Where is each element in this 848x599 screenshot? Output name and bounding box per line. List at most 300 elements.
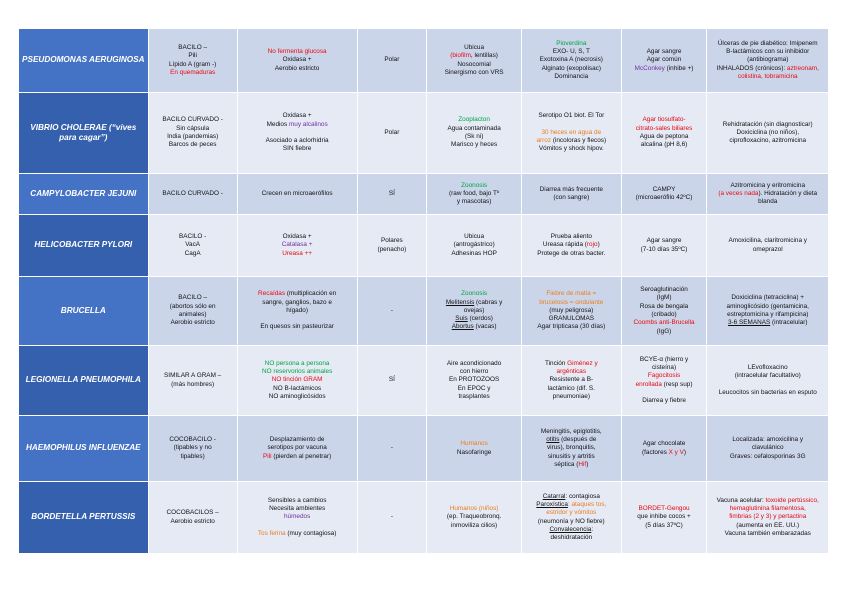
- characteristics-cell: [237, 416, 357, 482]
- cell-line: [525, 129, 618, 137]
- text-segment: Aerobio estricto: [274, 64, 320, 72]
- cell-line: [152, 116, 234, 124]
- cell-line: [710, 40, 825, 48]
- text-segment: aminoglicósido (gentamicina,: [726, 302, 809, 310]
- text-segment: ). Hidratación y dieta: [758, 189, 818, 197]
- text-segment: En PROTOZOOS: [448, 376, 500, 384]
- text-segment: sangre, ganglios, bazo e: [262, 298, 332, 306]
- text-segment: Agar sangre: [646, 48, 682, 55]
- text-segment: Crecen en microaerófilos: [261, 189, 333, 197]
- text-segment: (ep. Traqueobronq.: [446, 513, 502, 521]
- text-segment: India (pandemias): [167, 133, 219, 140]
- cell-line: [361, 56, 424, 64]
- cell-line: [361, 129, 424, 137]
- clinical-cell: [521, 215, 621, 277]
- text-segment: arroz: [536, 137, 552, 145]
- text-segment: Meningitis, epiglotitis,: [540, 427, 602, 435]
- text-segment: Aerobio estricto: [170, 319, 215, 327]
- cell-line: [361, 513, 424, 521]
- text-segment: (Sk ni): [464, 133, 484, 140]
- cell-line: [625, 56, 704, 64]
- text-segment: Polar: [384, 56, 400, 64]
- cell-line: [152, 444, 234, 452]
- cell-line: [525, 56, 618, 64]
- cell-line: [625, 48, 704, 56]
- text-segment: trasplantes: [458, 392, 490, 400]
- text-segment: Humanos: [460, 440, 488, 448]
- text-segment: BACILO –: [178, 294, 208, 302]
- text-segment: Agar tiosulfato-: [642, 116, 686, 124]
- cell-line: [625, 449, 704, 457]
- diagnosis-cell: [621, 93, 707, 174]
- cell-line: [625, 286, 704, 294]
- cell-line: [525, 40, 618, 48]
- cell-line: [710, 513, 825, 521]
- text-segment: Rosa de bengala: [639, 302, 689, 310]
- bacteria-row: [19, 416, 829, 482]
- cell-line: [152, 133, 234, 141]
- cell-line: [430, 125, 518, 133]
- cell-line: [525, 137, 618, 145]
- cell-line: [241, 513, 354, 521]
- text-segment: animales): [178, 311, 207, 318]
- text-segment: Vacuna también embarazadas: [724, 529, 811, 537]
- cell-line: [625, 389, 704, 397]
- treatment-cell: [707, 174, 829, 215]
- characteristics-cell: [237, 482, 357, 554]
- flagella-cell: [357, 277, 427, 346]
- cell-line: [430, 513, 518, 521]
- bacteria-row: [19, 93, 829, 174]
- cell-line: [430, 376, 518, 384]
- text-segment: Doxiciclina (tetraciclina) +: [731, 294, 805, 302]
- cell-line: [525, 145, 618, 153]
- cell-line: [430, 44, 518, 52]
- text-segment: Pili: [263, 452, 272, 460]
- text-segment: Resistente a B-: [549, 376, 594, 384]
- text-segment: argénticas: [556, 368, 587, 375]
- cell-line: [152, 190, 234, 198]
- cell-line: [430, 116, 518, 124]
- cell-line: [710, 294, 825, 302]
- habitat-cell: [427, 215, 522, 277]
- text-segment: (a veces nada: [718, 189, 759, 197]
- cell-line: [525, 323, 618, 331]
- cell-line: [625, 186, 704, 194]
- cell-line: [625, 294, 704, 302]
- cell-line: [625, 303, 704, 311]
- treatment-cell: [707, 93, 829, 174]
- cell-line: [241, 145, 354, 153]
- cell-line: [152, 294, 234, 302]
- cell-line: [152, 509, 234, 517]
- diagnosis-cell: [621, 215, 707, 277]
- text-segment: ): [683, 448, 687, 456]
- cell-line: [625, 125, 704, 133]
- text-segment: ): [586, 460, 589, 468]
- text-segment: Dominancia: [554, 72, 589, 80]
- cell-line: [430, 323, 518, 331]
- habitat-cell: [427, 346, 522, 416]
- text-segment: (5 días 37ºC): [645, 521, 683, 529]
- text-segment: (raw food, bajo Tº: [449, 189, 500, 197]
- cell-line: [241, 360, 354, 368]
- cell-line: [241, 393, 354, 401]
- cell-line: [241, 299, 354, 307]
- text-segment: Suis: [455, 315, 468, 323]
- morphology-cell: [148, 416, 237, 482]
- cell-line: [525, 534, 618, 542]
- text-segment: ovejas): [463, 306, 485, 314]
- bacterium-name-cell: [19, 93, 149, 174]
- text-segment: Rehidratación (sin diagnosticar): [722, 120, 813, 128]
- text-segment: BACILO –: [178, 43, 208, 51]
- text-segment: Agua de peptona: [639, 133, 689, 140]
- text-segment: Abortus: [451, 323, 474, 331]
- text-segment: Sinergismo con VRS: [444, 68, 504, 76]
- text-segment: Prueba aliento: [550, 233, 592, 240]
- text-segment: Nosocomial: [457, 60, 491, 68]
- text-segment: aztreonam,: [786, 64, 819, 72]
- text-segment: Barcos de peces: [168, 141, 217, 149]
- text-segment: Leucocitos sin bacterias en esputo: [718, 388, 817, 396]
- treatment-cell: [707, 29, 829, 93]
- cell-line: [361, 376, 424, 384]
- cell-line: [152, 44, 234, 52]
- cell-line: [152, 311, 234, 319]
- cell-line: [430, 133, 518, 141]
- cell-line: [525, 299, 618, 307]
- text-segment: En EPOC y: [457, 384, 491, 392]
- cell-line: [525, 501, 618, 509]
- bacterium-name-cell: [19, 215, 149, 277]
- cell-line: [525, 376, 618, 384]
- text-segment: NO persona a persona: [264, 359, 330, 367]
- flagella-cell: [357, 29, 427, 93]
- cell-line: [625, 505, 704, 513]
- text-segment: (cerdos): [467, 315, 493, 323]
- cell-line: [710, 444, 825, 452]
- text-segment: Coombs anti-Brucella: [633, 319, 695, 327]
- text-segment: Agar chocolate: [642, 440, 686, 448]
- text-segment: Agar común: [646, 56, 682, 64]
- bacteria-row: [19, 174, 829, 215]
- text-segment: Protege de otras bacter.: [537, 249, 606, 257]
- text-segment: rojo: [586, 241, 598, 249]
- text-segment: Serotipo O1 biot. El Tor: [538, 112, 605, 120]
- text-segment: BACILO CURVADO -: [162, 116, 223, 124]
- text-segment: Catarral: [542, 492, 566, 500]
- text-segment: Vómitos y shock hipov.: [538, 145, 604, 153]
- cell-line: [152, 69, 234, 77]
- text-segment: (penacho): [377, 245, 407, 253]
- text-segment: Ureasa ++: [282, 249, 313, 257]
- morphology-cell: [148, 277, 237, 346]
- cell-line: [525, 73, 618, 81]
- cell-line: [241, 233, 354, 241]
- cell-line: [241, 522, 354, 530]
- text-segment: Fiebre de malta =: [546, 290, 597, 298]
- text-segment: estreptomicina y rifampicina): [727, 311, 809, 318]
- text-segment: (intracelular facultativo): [734, 372, 801, 380]
- cell-line: [710, 530, 825, 538]
- text-segment: , lentillas): [470, 52, 498, 60]
- diagnosis-cell: [621, 174, 707, 215]
- text-segment: (muy peligrosa): [549, 306, 594, 314]
- characteristics-cell: [237, 29, 357, 93]
- cell-line: [525, 493, 618, 501]
- text-segment: con hierro: [459, 368, 489, 375]
- cell-line: [430, 522, 518, 530]
- cell-line: [152, 250, 234, 258]
- cell-line: [241, 444, 354, 452]
- text-segment: ciprofloxacino, azitromicina: [729, 137, 807, 145]
- text-segment: Catalasa +: [281, 241, 313, 249]
- text-segment: (microaerófilo 42ºC): [635, 194, 693, 201]
- cell-line: [625, 141, 704, 149]
- cell-line: [710, 246, 825, 254]
- cell-line: [241, 323, 354, 331]
- habitat-cell: [427, 277, 522, 346]
- text-segment: estridor y vómitos: [546, 509, 597, 517]
- diagnosis-cell: [621, 482, 707, 554]
- text-segment: Graves: cefalosporinas 3G: [729, 452, 806, 460]
- cell-line: [710, 73, 825, 81]
- cell-line: [525, 186, 618, 194]
- treatment-cell: [707, 346, 829, 416]
- bacterium-name: BRUCELLA: [60, 305, 106, 315]
- cell-line: [710, 198, 825, 206]
- cell-line: [710, 129, 825, 137]
- text-segment: húmedos: [283, 513, 311, 521]
- text-segment: Agua contaminada: [447, 124, 501, 132]
- text-segment: Oxidasa +: [282, 56, 312, 64]
- cell-line: [241, 385, 354, 393]
- text-segment: COCOBACILOS –: [166, 509, 219, 517]
- cell-line: [710, 436, 825, 444]
- text-segment: COCOBACILO -: [169, 436, 216, 443]
- text-segment: Fagocitosis: [647, 372, 681, 380]
- cell-line: [430, 250, 518, 258]
- text-segment: (vacas): [473, 323, 497, 331]
- bacterium-name: VIBRIO CHOLERAE (“vives para cagar”): [30, 122, 137, 142]
- characteristics-cell: [237, 277, 357, 346]
- cell-line: [430, 141, 518, 149]
- cell-line: [625, 65, 704, 73]
- cell-line: [710, 48, 825, 56]
- cell-line: [430, 190, 518, 198]
- cell-line: [152, 453, 234, 461]
- cell-line: [430, 241, 518, 249]
- text-segment: BACILO -: [178, 233, 207, 240]
- text-segment: Localizada: amoxicilina y: [732, 436, 804, 443]
- habitat-cell: [427, 482, 522, 554]
- text-segment: McConkey: [634, 64, 665, 72]
- text-segment: (tipables y no: [173, 444, 212, 452]
- cell-line: [625, 397, 704, 405]
- cell-line: [241, 129, 354, 137]
- text-segment: Aire acondicionado: [446, 359, 502, 367]
- text-segment: Melitensis: [445, 298, 475, 306]
- cell-line: [241, 137, 354, 145]
- text-segment: Oxidasa +: [282, 112, 312, 120]
- text-segment: NO reservorios animales: [261, 368, 333, 375]
- text-segment: VacA: [185, 241, 201, 249]
- cell-line: [430, 360, 518, 368]
- text-segment: que inhibe cocos +: [637, 513, 691, 521]
- cell-line: [430, 198, 518, 206]
- clinical-cell: [521, 277, 621, 346]
- cell-line: [525, 112, 618, 120]
- text-segment: (IgG): [656, 327, 672, 335]
- text-segment: (cabras y: [474, 298, 503, 306]
- bacteria-row: [19, 29, 829, 93]
- cell-line: [152, 241, 234, 249]
- cell-line: [525, 250, 618, 258]
- bacteria-row: [19, 482, 829, 554]
- text-segment: Ureasa rápida (: [542, 241, 587, 249]
- text-segment: Medios: [266, 120, 289, 128]
- cell-line: [625, 237, 704, 245]
- characteristics-cell: [237, 346, 357, 416]
- cell-line: [525, 233, 618, 241]
- cell-line: [525, 121, 618, 129]
- text-segment: hígado): [286, 306, 308, 314]
- cell-line: [710, 137, 825, 145]
- text-segment: Hif: [578, 460, 587, 468]
- cell-line: [625, 328, 704, 336]
- cell-line: [710, 237, 825, 245]
- text-segment: Ubicua: [464, 43, 485, 51]
- cell-line: [430, 299, 518, 307]
- text-segment: serotipos por vacuna: [267, 444, 327, 452]
- clinical-cell: [521, 482, 621, 554]
- text-segment: Tinción: [544, 359, 568, 367]
- cell-line: [152, 372, 234, 380]
- habitat-cell: [427, 174, 522, 215]
- cell-line: [625, 381, 704, 389]
- text-segment: NO aminoglicósidos: [268, 392, 326, 400]
- cell-line: [710, 311, 825, 319]
- text-segment: Necesita ambientes: [269, 505, 326, 512]
- cell-line: [710, 319, 825, 327]
- cell-line: [525, 65, 618, 73]
- text-segment: (muy contagiosa): [285, 529, 337, 537]
- text-segment: tipables): [180, 452, 205, 460]
- flagella-cell: [357, 215, 427, 277]
- text-segment: Doxiciclina (no niños),: [736, 128, 799, 136]
- morphology-cell: [148, 93, 237, 174]
- text-segment: blanda: [758, 198, 778, 206]
- text-segment: séptica (: [554, 460, 579, 468]
- text-segment: (aumenta en EE. UU.): [736, 521, 800, 529]
- text-segment: Agar sangre: [646, 237, 682, 245]
- text-segment: (7-10 días 35ºC): [640, 245, 688, 253]
- treatment-cell: [707, 277, 829, 346]
- bacteria-row: [19, 215, 829, 277]
- diagnosis-cell: [621, 29, 707, 93]
- cell-line: [430, 315, 518, 323]
- text-segment: Polares: [381, 237, 403, 245]
- cell-line: [710, 56, 825, 64]
- cell-line: [241, 112, 354, 120]
- morphology-cell: [148, 174, 237, 215]
- text-segment: BACILO CURVADO -: [162, 189, 223, 197]
- cell-line: [241, 48, 354, 56]
- text-segment: SIN fiebre: [282, 145, 312, 153]
- cell-line: [152, 233, 234, 241]
- text-segment: Úlceras de pie diabético: Imipenem: [717, 39, 818, 47]
- text-segment: GRANULOMAS: [548, 315, 595, 323]
- text-segment: Ubicua: [464, 233, 485, 240]
- text-segment: Sin cápsula: [176, 124, 210, 132]
- text-segment: Aerobio estricto: [170, 517, 215, 525]
- text-segment: (pierden al penetrar): [271, 452, 332, 460]
- cell-line: [525, 315, 618, 323]
- cell-line: [710, 381, 825, 389]
- cell-line: [241, 376, 354, 384]
- bacteria-row: [19, 277, 829, 346]
- cell-line: [525, 444, 618, 452]
- morphology-cell: [148, 482, 237, 554]
- bacterium-name: CAMPYLOBACTER JEJUNI: [30, 188, 137, 198]
- text-segment: SIMILAR A GRAM –: [164, 372, 222, 380]
- text-segment: hemaglutinina filamentosa,: [729, 505, 806, 512]
- cell-line: [430, 505, 518, 513]
- cell-line: [430, 61, 518, 69]
- cell-line: [710, 372, 825, 380]
- cell-line: [625, 319, 704, 327]
- text-segment: Desplazamiento de: [269, 436, 325, 443]
- treatment-cell: [707, 215, 829, 277]
- cell-line: [152, 61, 234, 69]
- bacterium-name-cell: [19, 29, 149, 93]
- text-segment: Agar tripticasa (30 días): [537, 323, 606, 331]
- flagella-cell: [357, 346, 427, 416]
- text-segment: NO B-lactámicos: [273, 384, 322, 392]
- cell-line: [525, 385, 618, 393]
- text-segment: (intracelular): [770, 319, 808, 327]
- text-segment: EXO- U, S, T: [552, 48, 590, 55]
- text-segment: cisteína): [651, 363, 677, 371]
- cell-line: [525, 393, 618, 401]
- text-segment: Tos ferina: [257, 529, 286, 537]
- cell-line: [241, 56, 354, 64]
- cell-line: [430, 182, 518, 190]
- cell-line: [710, 65, 825, 73]
- text-segment: (multiplicación en: [285, 290, 337, 298]
- text-segment: alcalina (pH 8,6): [640, 141, 688, 149]
- text-segment: CAMPY: [652, 185, 676, 193]
- cell-line: [241, 368, 354, 376]
- text-segment: Zoonosis: [461, 181, 488, 189]
- text-segment: LEvofloxacino: [747, 363, 788, 371]
- clinical-cell: [521, 416, 621, 482]
- cell-line: [625, 513, 704, 521]
- text-segment: (antrogástrico): [453, 241, 495, 249]
- cell-line: [241, 290, 354, 298]
- text-segment: lactámico (dif. S.: [547, 384, 595, 392]
- text-segment: otitis: [546, 436, 560, 443]
- cell-line: [241, 530, 354, 538]
- cell-line: [430, 449, 518, 457]
- cell-line: [241, 241, 354, 249]
- flagella-cell: [357, 482, 427, 554]
- text-segment: fimbrias (2 y 3) y pertactina: [729, 513, 807, 521]
- text-segment: (IgM): [656, 294, 672, 302]
- cell-line: [430, 368, 518, 376]
- bacteria-table: [18, 28, 829, 554]
